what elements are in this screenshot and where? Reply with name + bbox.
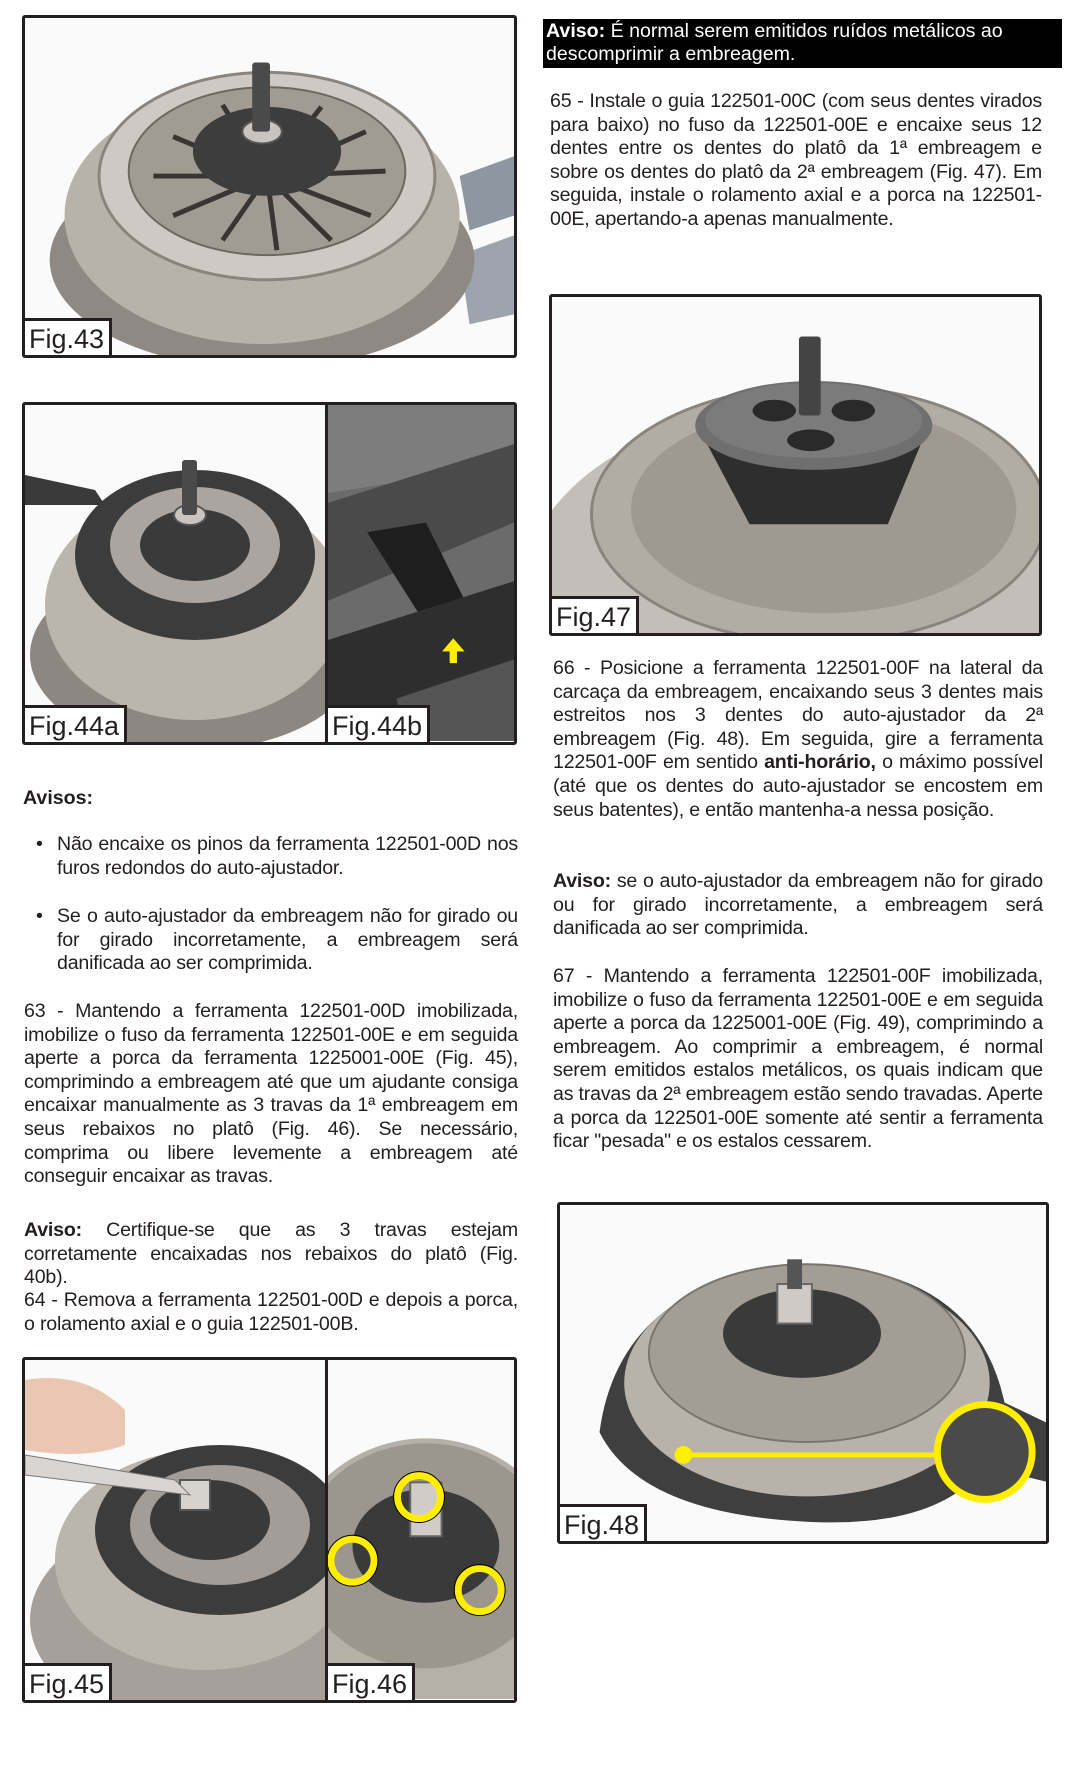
aviso-text: Certifique-se que as 3 travas estejam corretamente encaixadas nos rebaixos do platô (Fig. 40b). xyxy=(24,1219,518,1289)
figure-45 xyxy=(25,1360,326,1700)
clutch-photo-fig43 xyxy=(25,18,514,357)
figure-label: Fig.48 xyxy=(560,1504,647,1541)
figure-46 xyxy=(328,1360,514,1700)
figure-43 xyxy=(22,15,517,358)
figure-47 xyxy=(549,294,1042,636)
bullet-icon: • xyxy=(36,833,43,855)
step-67-paragraph: 67 - Mantendo a ferramenta 122501-00F imobilizada, imobilize o fuso da ferramenta 122501-00E e em seguida aperte a porca da 1225001-00E (Fig. 49), comprimindo a embreagem. Ao comprimir a embreagem, é normal serem emitidos estalos metálicos, os quais indicam que as travas da 2ª embreagem estão sendo travadas. Aperte a porca da 122501-00E somente até sentir a ferramenta ficar "pesada" e os estalos cessarem. xyxy=(553,965,1043,1153)
wrench-photo-fig45 xyxy=(25,1360,326,1700)
aviso-bullet-item xyxy=(22,833,518,881)
step-66-emphasis: anti-horário, xyxy=(764,751,876,774)
figure-45-46-pair xyxy=(22,1357,517,1703)
aviso-label: Aviso: xyxy=(553,870,611,892)
aviso-bullet-text: Não encaixe os pinos da ferramenta 122501-00D nos furos redondos do auto-ajustador. xyxy=(57,833,518,879)
aviso-bullet-item xyxy=(22,905,518,977)
step-66-text: 66 - Posicione a ferramenta 122501-00F na lateral da carcaça da embreagem, encaixando seus 3 dentes mais estreitos nos 3 dentes do auto-ajustador da 2ª embreagem (Fig. 48). Em seguida, gire a ferramenta 122501-00F em sentido xyxy=(553,657,1043,774)
bullet-icon: • xyxy=(36,905,43,927)
highlight-circle-icon xyxy=(937,1405,1032,1500)
clutch-photo-fig48 xyxy=(560,1205,1046,1543)
figure-44-pair xyxy=(22,402,517,745)
figure-44a xyxy=(25,405,326,742)
notice-text: É normal serem emitidos ruídos metálicos ao descomprimir a embreagem. xyxy=(546,20,1003,65)
step-63-paragraph: 63 - Mantendo a ferramenta 122501-00D imobilizada, imobilize o fuso da ferramenta 122501-00E e em seguida aperte a porca da ferramenta 1225001-00E (Fig. 45), comprimindo a embreagem até que um ajudante consiga encaixar manualmente as 3 travas da 1ª embreagem em seus rebaixos no platô (Fig. 46). Se necessário, comprima ou libere levemente a embreagem até conseguir encaixar as travas. xyxy=(24,1000,518,1188)
detail-photo-fig44b xyxy=(328,405,514,741)
avisos-heading: Avisos: xyxy=(23,787,94,809)
aviso-label: Aviso: xyxy=(24,1219,82,1241)
clutch-photo-fig44a xyxy=(25,405,326,742)
notice-box xyxy=(543,19,1062,68)
figure-label: Fig.46 xyxy=(328,1663,415,1700)
clutch-photo-fig46 xyxy=(328,1360,514,1699)
figure-label: Fig.44a xyxy=(25,705,127,742)
aviso-63-paragraph xyxy=(24,1219,518,1290)
figure-label: Fig.45 xyxy=(25,1663,112,1700)
step-64-paragraph: 64 - Remova a ferramenta 122501-00D e depois a porca, o rolamento axial e o guia 122501-00B. xyxy=(24,1289,518,1335)
figure-label: Fig.47 xyxy=(552,596,639,633)
notice-label: Aviso: xyxy=(546,20,606,42)
aviso-bullet-text: Se o auto-ajustador da embreagem não for girado ou for girado incorretamente, a embreagem será danificada ao ser comprimida. xyxy=(57,905,518,975)
figure-label: Fig.44b xyxy=(328,705,430,742)
aviso-66-paragraph xyxy=(553,870,1043,941)
aviso-text: se o auto-ajustador da embreagem não for girado ou for girado incorretamente, a embreagem será danificada ao ser comprimida. xyxy=(553,870,1043,940)
step-66-paragraph xyxy=(553,657,1043,822)
clutch-photo-fig47 xyxy=(552,297,1039,635)
figure-48 xyxy=(557,1202,1049,1544)
figure-label: Fig.43 xyxy=(25,318,112,355)
figure-44b xyxy=(328,405,514,742)
step-66-text-cont: o máximo possível (até que os dentes do auto-ajustador se encostem em seus batentes), e então mantenha-a nessa posição. xyxy=(553,751,1043,821)
step-65-paragraph: 65 - Instale o guia 122501-00C (com seus dentes virados para baixo) no fuso da 122501-00E e encaixe seus 12 dentes entre os dentes do platô da 1ª embreagem e sobre os dentes do platô da 2ª embreagem (Fig. 47). Em seguida, instale o rolamento axial e a porca na 122501-00E, apertando-a apenas manualmente. xyxy=(550,90,1042,230)
